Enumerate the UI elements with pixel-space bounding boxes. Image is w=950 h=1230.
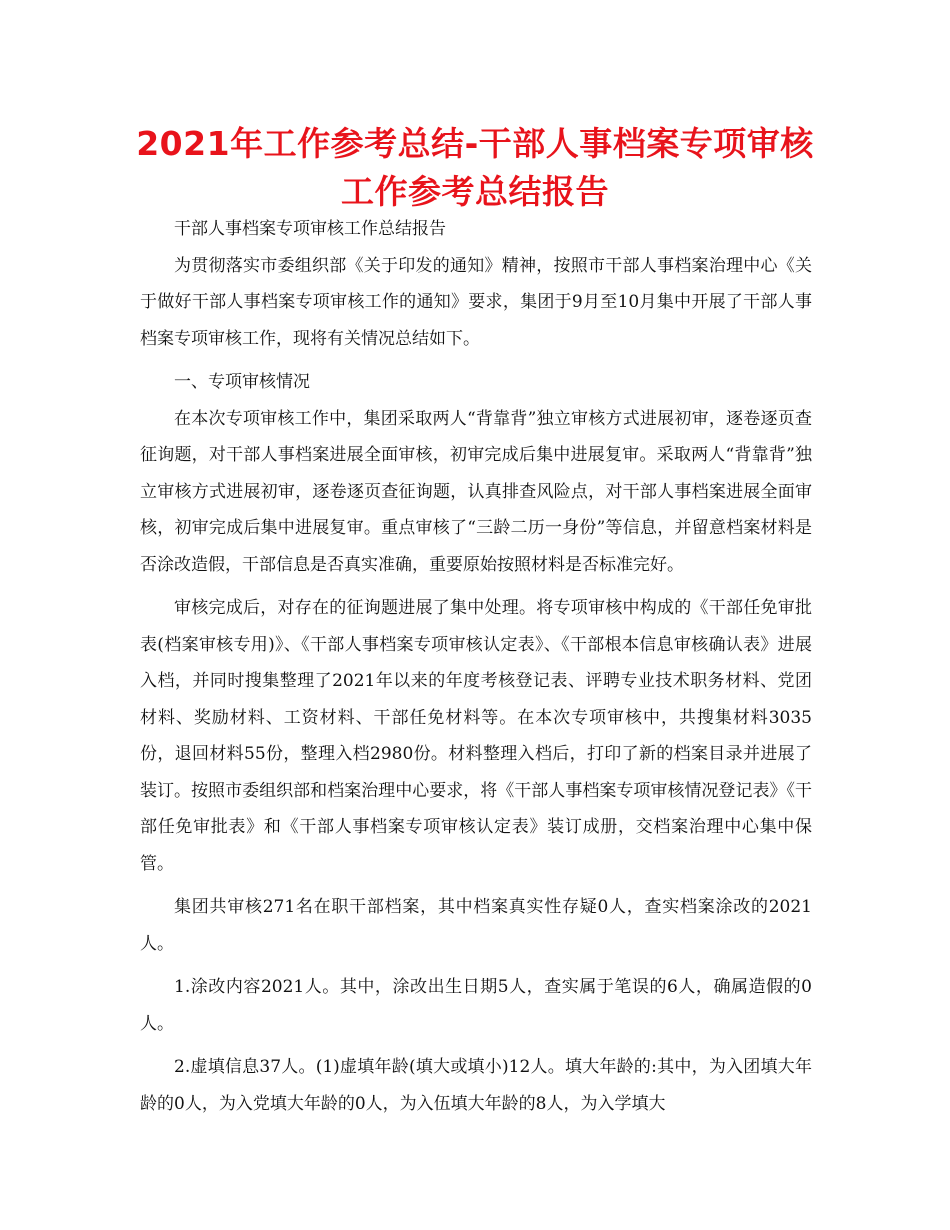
document-body [140,211,812,1129]
section-heading-1: 一、专项审核情况 [174,372,310,392]
paragraph-intro: 为贯彻落实市委组织部《关于印发的通知》精神，按照市干部人事档案治理中心《关于做好干部人事档案专项审核工作的通知》要求，集团于9月至10月集中开展了干部人事档案专项审核工作，现将有关情况总结如下。 [140,255,812,349]
report-heading: 干部人事档案专项审核工作总结报告 [174,219,446,239]
paragraph-review-method: 在本次专项审核工作中，集团采取两人“背靠背”独立审核方式进展初审，逐卷逐页查征询题，对干部人事档案进展全面审核，初审完成后集中进展复审。采取两人“背靠背”独立审核方式进展初审，逐卷逐页查征询题，认真排查风险点，对干部人事档案进展全面审核，初审完成后集中进展复审。重点审核了“三龄二历一身份”等信息，并留意档案材料是否涂改造假，干部信息是否真实准确，重要原始按照材料是否标准完好。 [140,408,812,575]
paragraph-item-2: 2.虚填信息37人。(1)虚填年龄(填大或填小)12人。填大年龄的:其中，为入团填大年龄的0人，为入党填大年龄的0人，为入伍填大年龄的8人，为入学填大 [140,1057,812,1114]
document-title: 2021年工作参考总结-干部人事档案专项审核工作参考总结报告 [136,124,814,211]
paragraph-summary-count: 集团共审核271名在职干部档案，其中档案真实性存疑0人，查实档案涂改的2021人。 [140,897,812,954]
paragraph-item-1: 1.涂改内容2021人。其中，涂改出生日期5人，查实属于笔误的6人，确属造假的0人。 [140,977,812,1034]
paragraph-processing: 审核完成后，对存在的征询题进展了集中处理。将专项审核中构成的《干部任免审批表(档案审核专用)》、《干部人事档案专项审核认定表》、《干部根本信息审核确认表》进展入档，并同时搜集整理了2021年以来的年度考核登记表、评聘专业技术职务材料、党团材料、奖励材料、工资材料、干部任免材料等。在本次专项审核中，共搜集材料3035份，退回材料55份，整理入档2980份。材料整理入档后，打印了新的档案目录并进展了装订。按照市委组织部和档案治理中心要求，将《干部人事档案专项审核情况登记表》《干部任免审批表》和《干部人事档案专项审核认定表》装订成册，交档案治理中心集中保管。 [140,598,812,874]
